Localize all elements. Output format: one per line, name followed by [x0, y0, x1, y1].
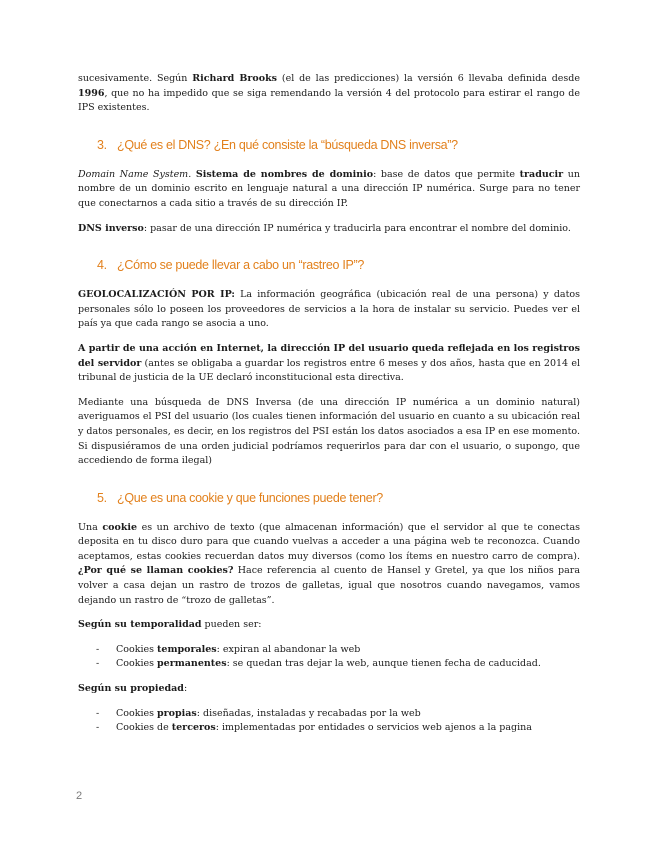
text: un nombre de un dominio escrito en lenguaje natural a una dirección IP numérica. Surge para no tener que conectarnos a cada sitio a través de su dirección IP. — [78, 168, 580, 209]
term: GEOLOCALIZACIÓN POR IP: — [78, 289, 235, 301]
text: Cookies — [116, 643, 158, 655]
temporality-list — [78, 643, 580, 672]
section-title: ¿Qué es el DNS? ¿En qué consiste la “búsqueda DNS inversa”? — [117, 137, 458, 152]
temporality-label — [78, 618, 580, 633]
term: permanentes — [157, 658, 227, 670]
dns-paragraph — [78, 168, 580, 212]
text: Hace referencia al cuento de Hansel y Gretel, ya que los niños para volver a casa dejan un rastro de trozos de galletas, igual que nosotros cuando navegamos, vamos dejando un rastro de “trozo de galletas”. — [78, 565, 581, 606]
text: La información geográfica (ubicación real de una persona) y datos personales sólo lo poseen los proveedores de servicios a la hora de instalar su servicio. Puedes ver el país ya que cada rango se asocia a uno. — [78, 289, 580, 330]
text: es un archivo de texto (que almacenan información) que el servidor al que te conectas deposita en tu disco duro para que cuando vuelvas a acceder a una página web te reconozca. Cuando aceptamos, estas cookies recuerdan datos muy diversos (como los ítems en nuestro carro de compra). — [78, 521, 581, 562]
year: 1996 — [78, 87, 105, 99]
page-number: 2 — [76, 790, 83, 802]
text: Una — [78, 521, 103, 533]
text: , que no ha impedido que se siga remendando la versión 4 del protocolo para estirar el rango de IPS existentes. — [78, 87, 580, 114]
term: Según su propiedad — [78, 683, 184, 695]
text: : pasar de una dirección IP numérica y traducirla para encontrar el nombre del dominio. — [143, 222, 571, 234]
term: Sistema de nombres de dominio — [195, 168, 374, 180]
text: : implementadas por entidades o servicios web ajenos a la pagina — [215, 722, 532, 734]
section-number: 3. — [97, 137, 107, 152]
text: : expiran al abandonar la web — [216, 643, 361, 655]
text: Cookies — [116, 707, 158, 719]
text: : diseñadas, instaladas y recabadas por la web — [196, 707, 421, 719]
term: ¿Por qué se llaman cookies? — [78, 565, 234, 577]
text: (antes se obligaba a guardar los registros entre 6 meses y dos años, hasta que en 2014 el tribunal de justicia de la UE declaró inconstitucional esta directiva. — [78, 357, 580, 384]
section-4-heading — [78, 258, 580, 272]
property-label — [78, 682, 580, 697]
geolocation-paragraph — [78, 288, 580, 332]
section-5-heading — [78, 491, 580, 505]
text: Domain Name System. — [78, 168, 192, 180]
text: (el de las predicciones) la versión 6 llevaba definida desde — [277, 73, 580, 84]
dns-inverse-paragraph — [78, 222, 580, 237]
list-item — [78, 707, 580, 722]
term: DNS inverso — [78, 222, 144, 234]
text: : se quedan tras dejar la web, aunque tienen fecha de caducidad. — [226, 658, 541, 670]
ip-logging-paragraph — [78, 342, 580, 386]
text: sucesivamente. Según — [78, 73, 193, 84]
term: A partir de una acción en Internet, la dirección IP del usuario queda reflejada en los registros del servidor — [78, 342, 580, 369]
term: temporales — [157, 643, 217, 655]
term: cookie — [102, 521, 138, 533]
text: Cookies — [116, 658, 158, 670]
list-item — [78, 721, 580, 736]
term: traducir — [519, 168, 564, 180]
text: : base de datos que permite — [373, 168, 520, 180]
text: : — [183, 683, 188, 695]
section-3-heading — [78, 138, 580, 152]
section-number: 4. — [97, 258, 107, 273]
term: Según su temporalidad — [78, 619, 202, 631]
text: Cookies de — [116, 722, 172, 734]
section-number: 5. — [97, 490, 107, 505]
intro-paragraph — [78, 72, 580, 116]
property-list — [78, 707, 580, 736]
reverse-dns-paragraph: Mediante una búsqueda de DNS Inversa (de una dirección IP numérica a un dominio natural) averiguamos el PSI del usuario (los cuales tienen información del usuario en cuanto a su ubicación real y datos personales, es decir, en los registros del PSI están los datos asociados a esa IP en ese momento. Si dispusiéramos de una orden judicial podríamos requerirlos para dar con el usuario, o supongo, que accediendo de forma ilegal) — [78, 396, 580, 467]
section-title: ¿Que es una cookie y que funciones puede tener? — [117, 490, 383, 505]
author-name: Richard Brooks — [192, 73, 278, 84]
term: terceros — [171, 722, 216, 734]
cookie-paragraph — [78, 521, 580, 609]
section-title: ¿Cómo se puede llevar a cabo un “rastreo IP”? — [117, 258, 365, 273]
term: propias — [157, 707, 197, 719]
list-item — [78, 657, 580, 672]
list-item — [78, 643, 580, 658]
document-page — [78, 72, 580, 736]
text: pueden ser: — [201, 619, 262, 631]
